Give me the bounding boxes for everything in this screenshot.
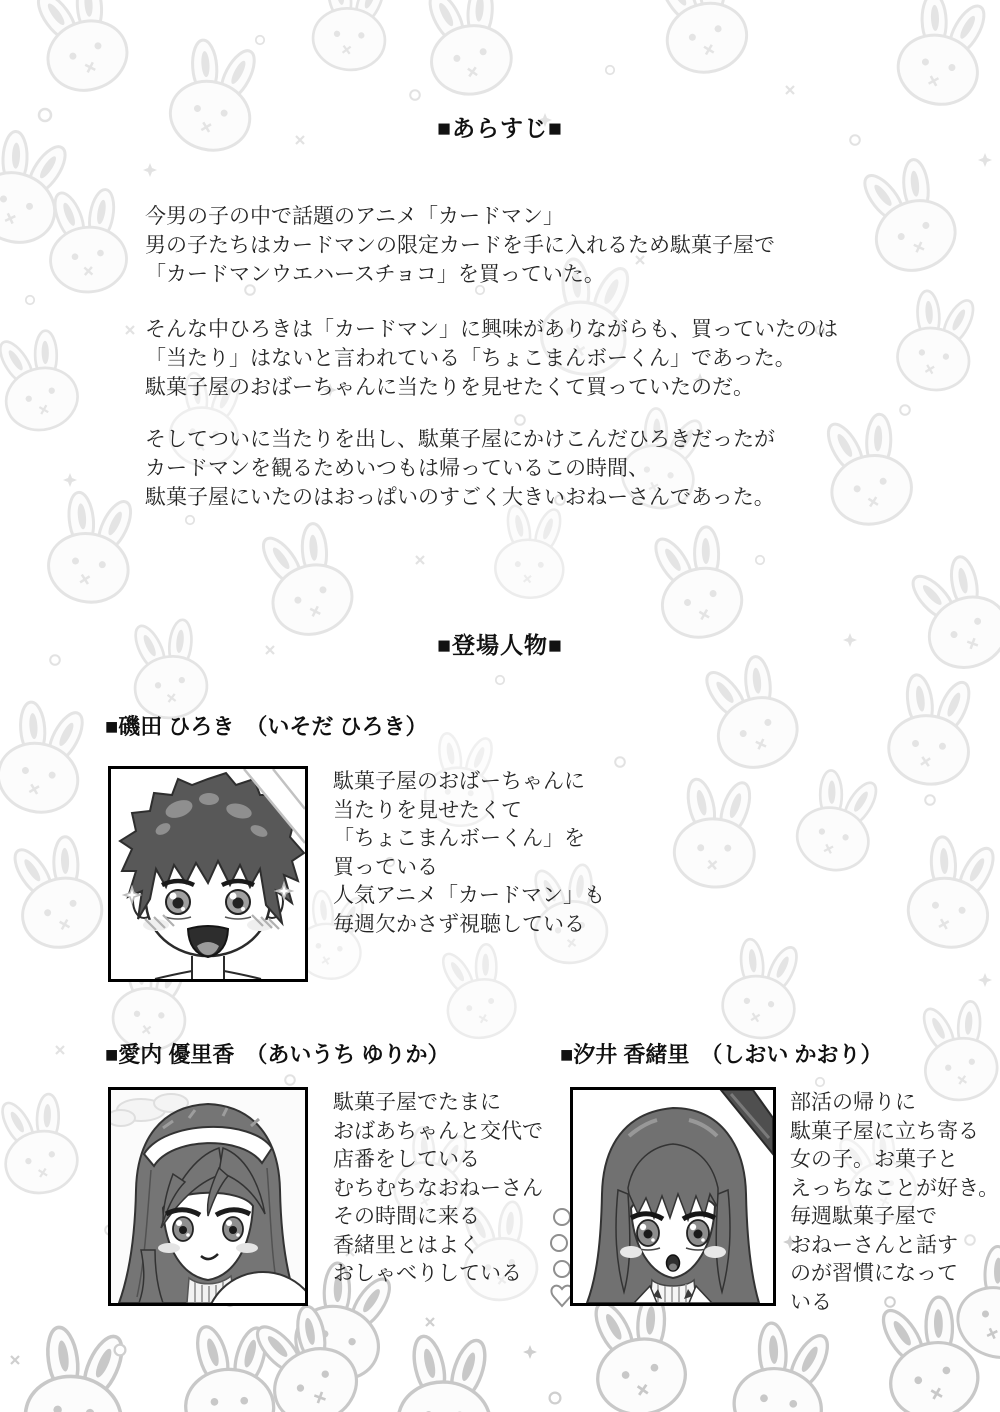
description-text-line: 部活の帰りに: [790, 1091, 916, 1114]
portrait-kaori: [570, 1087, 776, 1306]
description-text-line: いる: [790, 1290, 832, 1314]
description-text-line: おねーさんと話す: [790, 1233, 958, 1257]
synopsis-paragraph-1: [145, 202, 775, 289]
synopsis-text-line: 「カードマンウエハースチョコ」を買っていた。: [145, 263, 605, 286]
synopsis-text-line: カードマンを観るためいつもは帰っているこの時間、: [145, 457, 649, 480]
description-text-line: むちむちなおねーさん: [333, 1176, 543, 1200]
portrait-hiroki: [108, 766, 308, 982]
description-text-line: 女の子。お菓子と: [790, 1148, 958, 1171]
description-text-line: 毎週駄菓子屋で: [790, 1205, 937, 1228]
description-kaori: [790, 1089, 999, 1317]
description-text-line: 「ちょこまんボーくん」を: [333, 827, 585, 850]
character-name-hiroki: ■磯田 ひろき （いそだ ひろき）: [105, 714, 428, 739]
description-text-line: おしゃべりしている: [333, 1262, 522, 1285]
description-hiroki: [333, 768, 605, 939]
description-text-line: 買っている: [333, 855, 438, 879]
hiroki-face-illustration: [111, 769, 305, 979]
synopsis-text-line: 駄菓子屋にいたのはおっぱいのすごく大きいおねーさんであった。: [145, 486, 775, 509]
synopsis-text-line: そしてついに当たりを出し、駄菓子屋にかけこんだひろきだったが: [145, 428, 775, 451]
description-text-line: のが習慣になって: [790, 1262, 958, 1285]
synopsis-text-line: 駄菓子屋のおばーちゃんに当たりを見せたくて買っていたのだ。: [145, 376, 754, 399]
synopsis-text-line: そんな中ひろきは「カードマン」に興味がありながらも、買っていたのは: [145, 318, 838, 341]
description-text-line: 人気アニメ「カードマン」も: [333, 884, 605, 907]
synopsis-text-line: 男の子たちはカードマンの限定カードを手に入れるため駄菓子屋で: [145, 234, 775, 257]
character-name-yurika: ■愛内 優里香 （あいうち ゆりか）: [105, 1042, 450, 1067]
synopsis-text-line: 「当たり」はないと言われている「ちょこまんボーくん」であった。: [145, 347, 796, 370]
characters-section-title: ■登場人物■: [437, 632, 563, 658]
description-text-line: 当たりを見せたくて: [333, 798, 522, 822]
description-text-line: 駄菓子屋でたまに: [333, 1091, 501, 1114]
synopsis-text-line: 今男の子の中で話題のアニメ「カードマン」: [145, 205, 564, 228]
description-text-line: 店番をしている: [333, 1148, 480, 1171]
kaori-face-illustration: [573, 1090, 773, 1303]
description-yurika: [333, 1089, 543, 1289]
description-text-line: その時間に来る: [333, 1205, 480, 1228]
yurika-face-illustration: [111, 1090, 305, 1303]
description-text-line: えっちなことが好き。: [790, 1176, 1000, 1200]
synopsis-paragraph-3: [145, 425, 775, 512]
description-text-line: 香緒里とはよく: [333, 1233, 480, 1257]
portrait-yurika: [108, 1087, 308, 1306]
description-text-line: 駄菓子屋に立ち寄る: [790, 1119, 979, 1143]
description-text-line: 毎週欠かさず視聴している: [333, 912, 585, 936]
character-name-kaori: ■汐井 香緒里 （しおい かおり）: [560, 1042, 883, 1067]
description-text-line: おばあちゃんと交代で: [333, 1119, 543, 1143]
synopsis-paragraph-2: [145, 315, 838, 402]
synopsis-section-title: ■あらすじ■: [437, 115, 563, 141]
description-text-line: 駄菓子屋のおばーちゃんに: [333, 770, 585, 793]
